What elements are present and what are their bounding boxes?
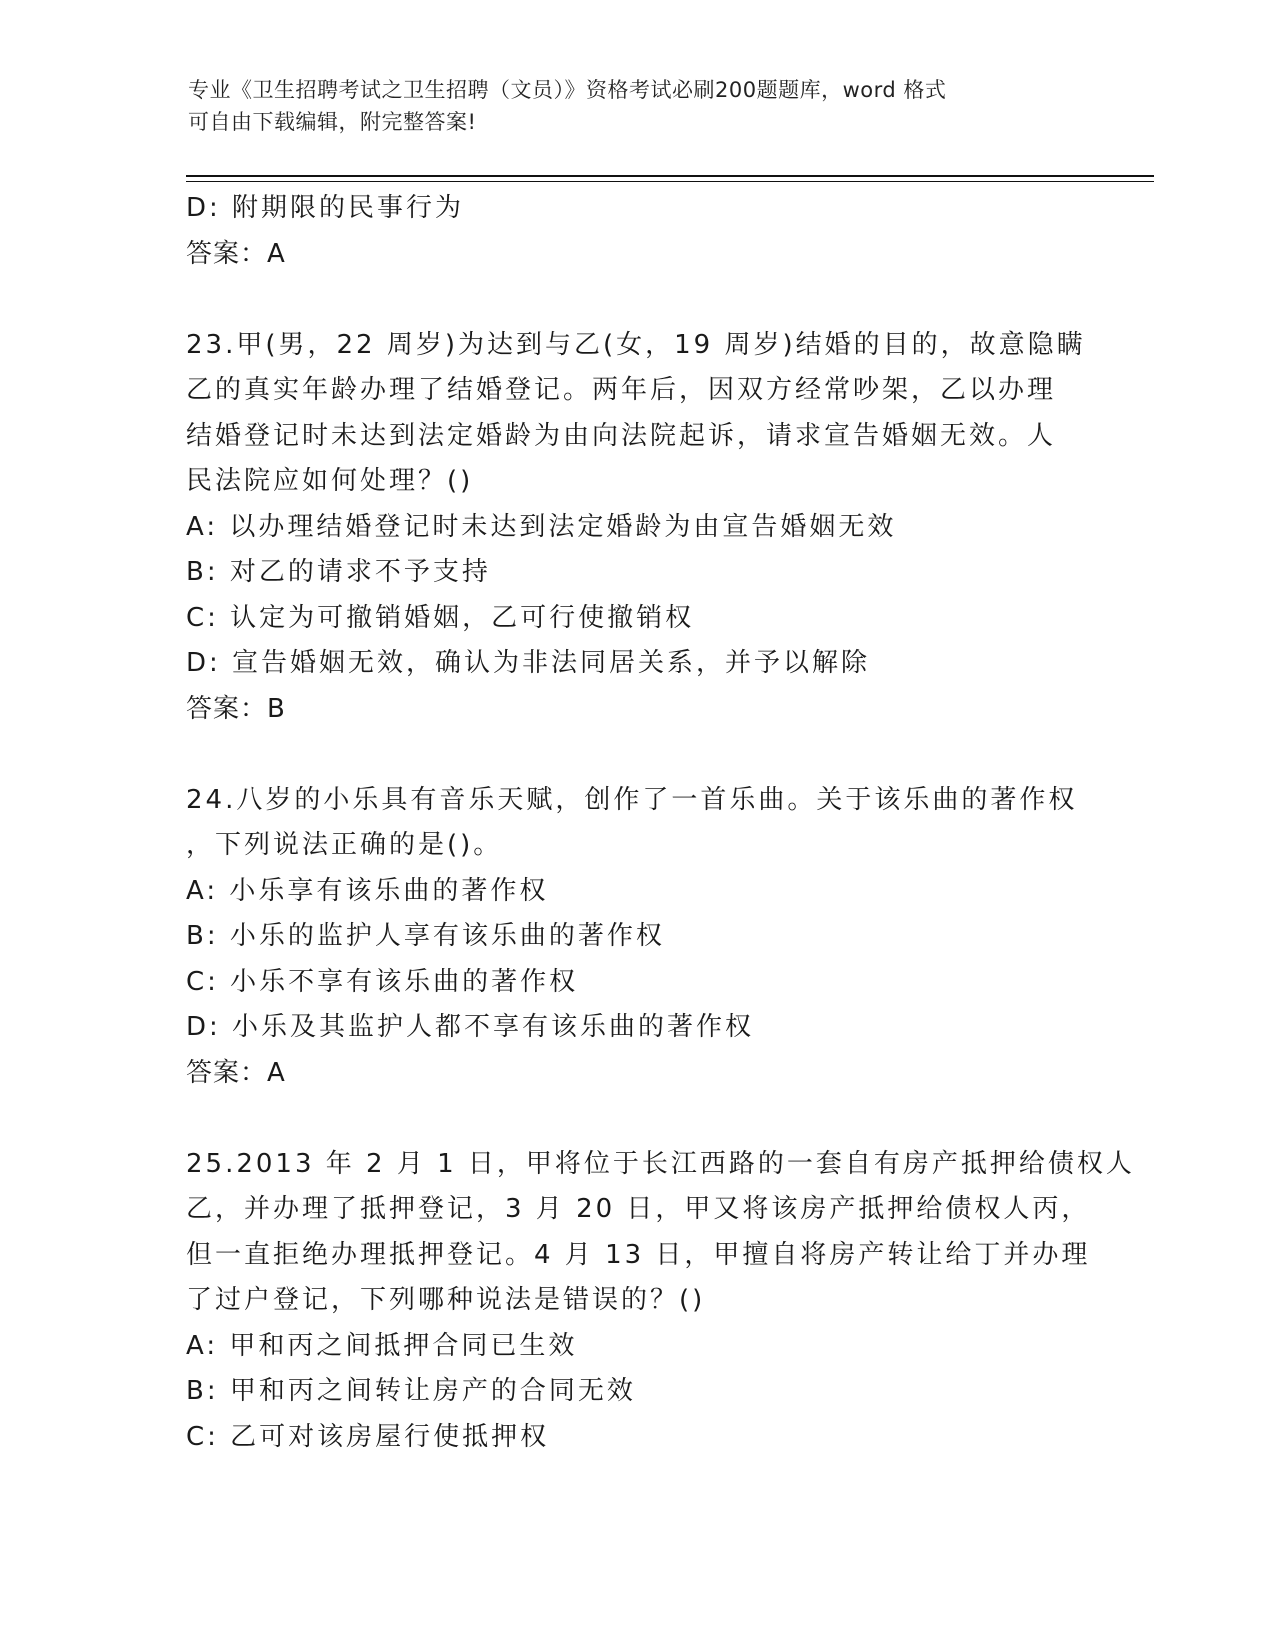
q23-option-a: A: 以办理结婚登记时未达到法定婚龄为由宣告婚姻无效 — [186, 511, 897, 542]
question-25 — [186, 1142, 1135, 1461]
q25-text-line-2: 乙，并办理了抵押登记，3 月 20 日，甲又将该房产抵押给债权人丙， — [186, 1194, 1091, 1224]
q23-answer: 答案：B — [186, 693, 286, 724]
q25-option-a: A: 甲和丙之间抵押合同已生效 — [186, 1330, 578, 1361]
q24-option-a: A: 小乐享有该乐曲的著作权 — [186, 875, 549, 906]
spacer — [186, 732, 1086, 778]
header-line-2: 可自由下载编辑，附完整答案! — [188, 110, 477, 134]
header-line-1: 专业《卫生招聘考试之卫生招聘（文员）》资格考试必刷200题题库，word 格式 — [188, 78, 947, 102]
document-header — [188, 74, 1068, 138]
q23-text-line-1: 23.甲(男，22 周岁)为达到与乙(女，19 周岁)结婚的目的，故意隐瞒 — [186, 329, 1086, 360]
q24-answer: 答案：A — [186, 1057, 286, 1088]
q23-text-line-2: 乙的真实年龄办理了结婚登记。两年后，因双方经常吵架，乙以办理 — [186, 375, 1057, 405]
question-content — [186, 186, 1135, 1460]
q23-text-line-4: 民法院应如何处理？() — [186, 466, 474, 496]
prev-answer: 答案：A — [186, 238, 286, 269]
q24-text-line-1: 24.八岁的小乐具有音乐天赋，创作了一首乐曲。关于该乐曲的著作权 — [186, 784, 1078, 815]
q25-text-line-3: 但一直拒绝办理抵押登记。4 月 13 日，甲擅自将房产转让给丁并办理 — [186, 1239, 1091, 1270]
q24-option-b: B: 小乐的监护人享有该乐曲的著作权 — [186, 921, 665, 951]
spacer — [186, 277, 1086, 323]
q23-option-d: D: 宣告婚姻无效，确认为非法同居关系，并予以解除 — [186, 648, 871, 678]
prev-option-d: D: 附期限的民事行为 — [186, 193, 465, 223]
question-24 — [186, 778, 1086, 1097]
q25-option-c: C: 乙可对该房屋行使抵押权 — [186, 1421, 550, 1452]
q24-text-line-2: ，下列说法正确的是()。 — [186, 830, 503, 860]
spacer — [186, 1096, 1086, 1142]
q25-text-line-4: 了过户登记，下列哪种说法是错误的？() — [186, 1285, 706, 1315]
q24-option-c: C: 小乐不享有该乐曲的著作权 — [186, 966, 579, 997]
header-rule-thick — [186, 175, 1154, 177]
q23-text-line-3: 结婚登记时未达到法定婚龄为由向法院起诉，请求宣告婚姻无效。人 — [186, 420, 1057, 451]
q23-option-c: C: 认定为可撤销婚姻，乙可行使撤销权 — [186, 602, 695, 633]
header-rule-thin — [186, 181, 1154, 182]
q23-option-b: B: 对乙的请求不予支持 — [186, 557, 491, 587]
question-23 — [186, 323, 1086, 733]
q24-option-d: D: 小乐及其监护人都不享有该乐曲的著作权 — [186, 1012, 755, 1042]
q25-option-b: B: 甲和丙之间转让房产的合同无效 — [186, 1376, 636, 1406]
q25-text-line-1: 25.2013 年 2 月 1 日，甲将位于长江西路的一套自有房产抵押给债权人 — [186, 1148, 1135, 1179]
